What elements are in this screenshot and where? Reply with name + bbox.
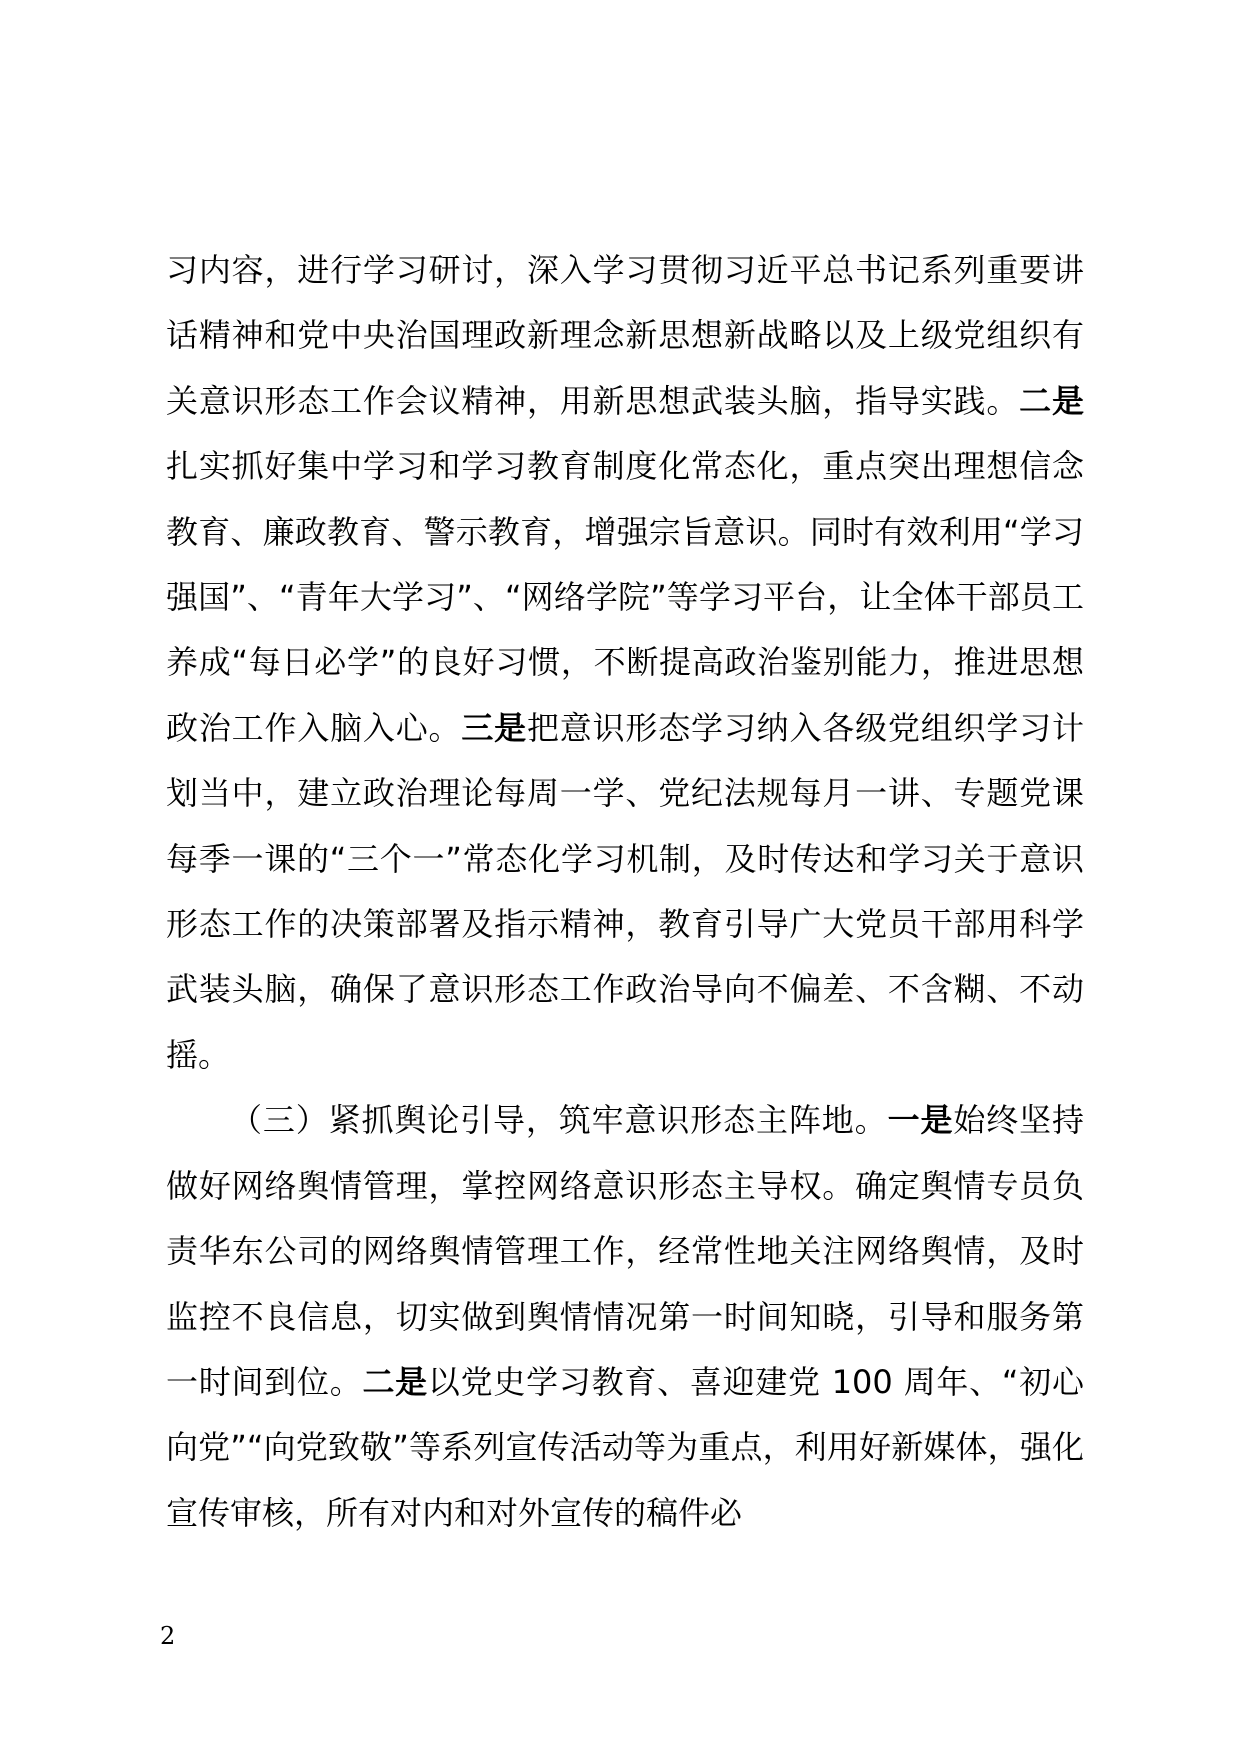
paragraph-text: 扎实抓好集中学习和学习教育制度化常态化，重点突出理想信念教育、廉政教育、警示教育，增强宗旨意识。同时有效利用“学习强国”、“青年大学习”、“网络学院”等学习平台，让全体干部员工养成“每日必学”的良好习惯，不断提高政治鉴别能力，推进思想政治工作入脑入心。	[166, 447, 1084, 747]
paragraph-text: 把意识形态学习纳入各级党组织学习计划当中，建立政治理论每周一学、党纪法规每月一讲、专题党课每季一课的“三个一”常态化学习机制，及时传达和学习关于意识形态工作的决策部署及指示精神，教育引导广大党员干部用科学武装头脑，确保了意识形态工作政治导向不偏差、不含糊、不动摇。	[166, 708, 1084, 1074]
paragraph-text: 以党史学习教育、喜迎建党 100 周年、“初心向党”“向党致敬”等系列宣传活动等为重点，利用好新媒体，强化宣传审核，所有对内和对外宣传的稿件必	[166, 1362, 1084, 1532]
paragraph-text: 习内容，进行学习研讨，深入学习贯彻习近平总书记系列重要讲话精神和党中央治国理政新理念新思想新战略以及上级党组织有关意识形态工作会议精神，用新思想武装头脑，指导实践。	[166, 251, 1084, 420]
emphasis-label: 二是	[362, 1362, 428, 1401]
page-number: 2	[160, 1622, 176, 1650]
paragraph-continuation	[166, 238, 1084, 1088]
section-heading: （三）紧抓舆论引导，筑牢意识形态主阵地。	[230, 1101, 888, 1140]
paragraph-text: 始终坚持做好网络舆情管理，掌控网络意识形态主导权。确定舆情专员负责华东公司的网络舆情管理工作，经常性地关注网络舆情，及时监控不良信息，切实做到舆情情况第一时间知晓，引导和服务第一时间到位。	[166, 1101, 1084, 1401]
emphasis-label: 二是	[1019, 381, 1084, 420]
body-text	[166, 238, 1084, 1546]
emphasis-label: 一是	[887, 1101, 954, 1140]
emphasis-label: 三是	[461, 708, 527, 747]
paragraph-section-three	[166, 1088, 1084, 1546]
